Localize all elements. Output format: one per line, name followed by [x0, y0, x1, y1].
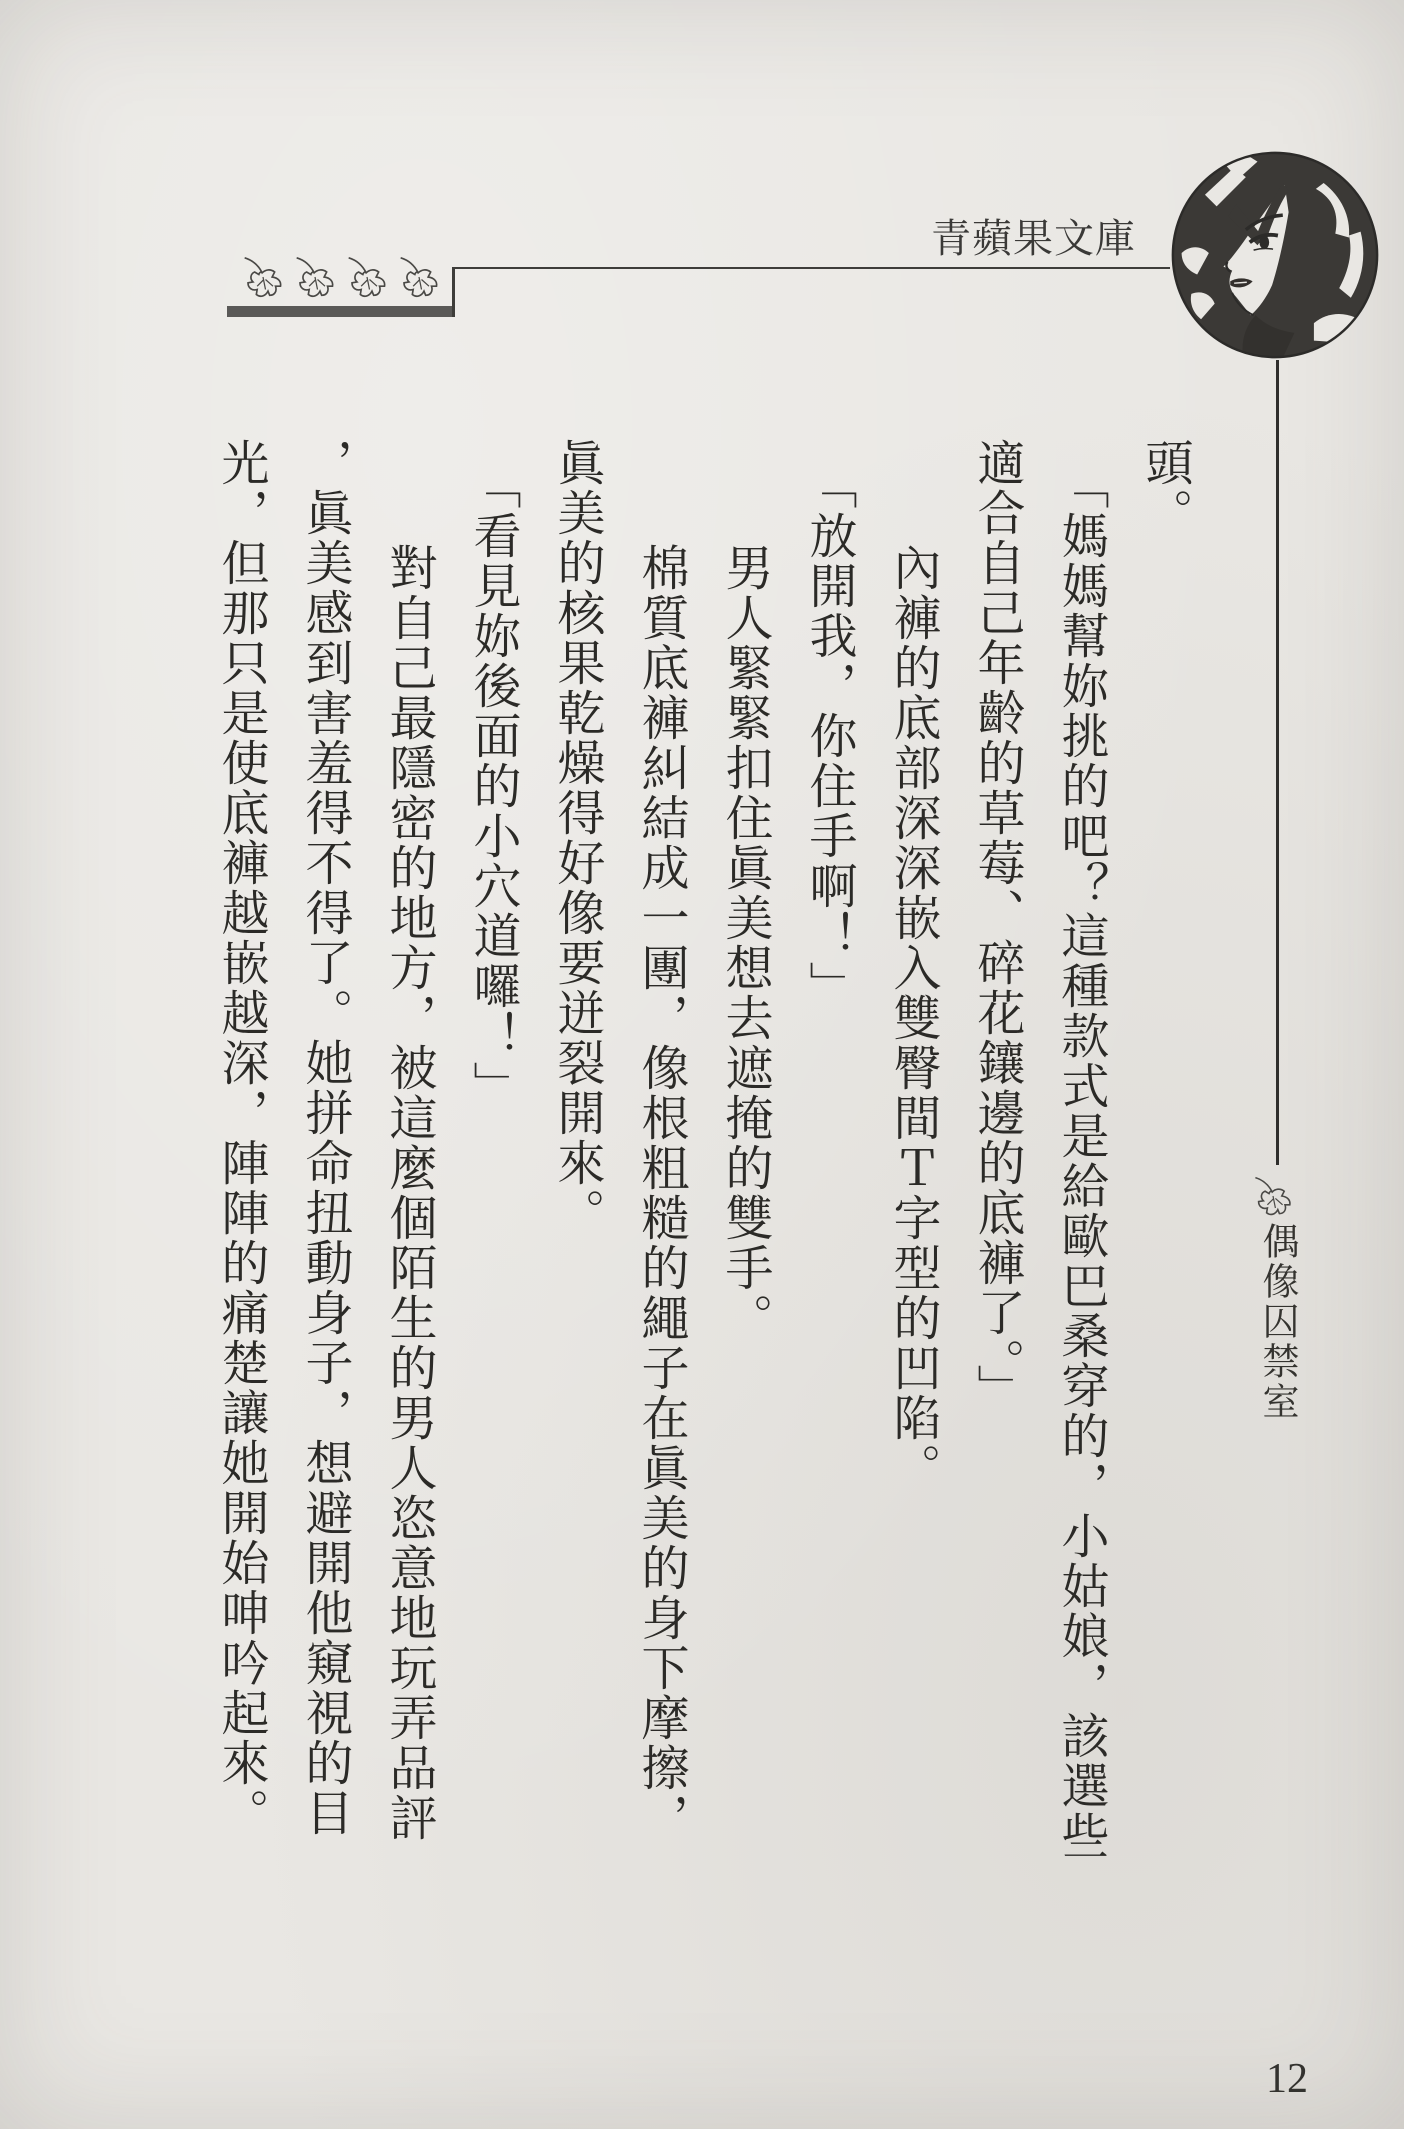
text-column: ，眞美感到害羞得不得了。她拼命扭動身子，想避開他窺視的目: [297, 438, 353, 1838]
library-label: 青蘋果文庫: [931, 216, 1136, 262]
text-column: 「媽媽幫妳挑的吧？這種款式是給歐巴桑穿的，小姑娘，該選些: [1053, 461, 1109, 1861]
text-column: 男人緊緊扣住眞美想去遮掩的雙手。: [717, 543, 773, 1343]
text-column: 眞美的核果乾燥得好像要迸裂開來。: [549, 438, 605, 1238]
text-column: 適合自己年齡的草莓、碎花鑲邊的底褲了。」: [969, 438, 1025, 1414]
text-column: 頭。: [1137, 438, 1193, 538]
text-column: 內褲的底部深深嵌入雙臀間Ｔ字型的凹陷。: [885, 543, 941, 1493]
text-column: 對自己最隱密的地方，被這麼個陌生的男人恣意地玩弄品評: [381, 543, 437, 1843]
text-column: 棉質底褲糾結成一團，像根粗糙的繩子在眞美的身下摩擦，: [633, 543, 689, 1843]
text-column: 「看見妳後面的小穴道囉！」: [465, 461, 521, 1111]
book-title: 偶像囚禁室: [1256, 1222, 1299, 1422]
page-number: 12: [1266, 2056, 1308, 2102]
text-column: 光，但那只是使底褲越嵌越深，陣陣的痛楚讓她開始呻吟起來。: [213, 438, 269, 1838]
text-column: 「放開我，你住手啊！」: [801, 461, 857, 1011]
